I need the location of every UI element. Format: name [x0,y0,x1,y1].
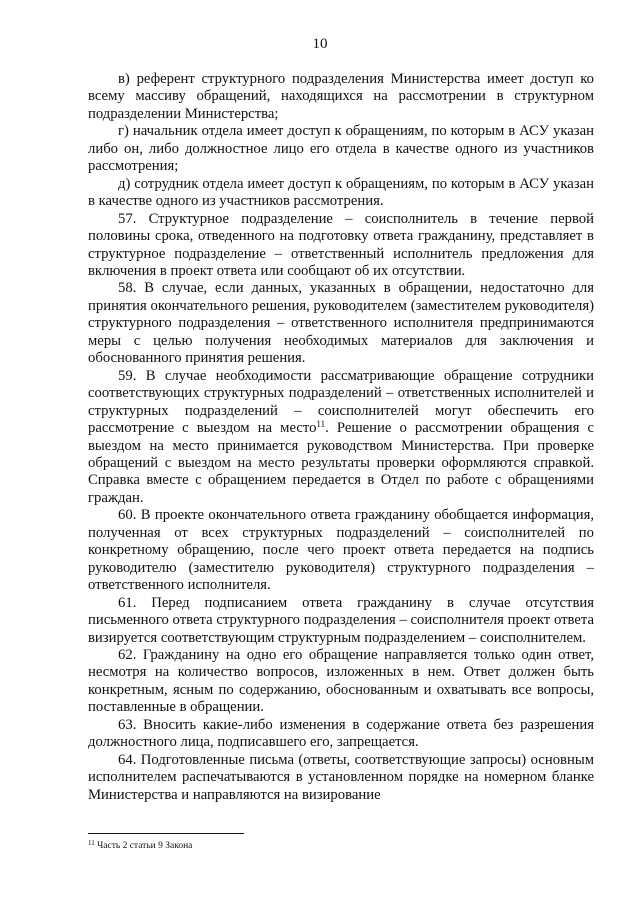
footnote-reference-11[interactable]: 11 [316,419,326,430]
footnote-mark: 11 [88,839,95,847]
paragraph-64: 64. Подготовленные письма (ответы, соответствующие запросы) основным исполнителем распечатываются в установленном порядке на номерном бланке Министерства и направляются на визирование [88,751,594,803]
paragraph-57: 57. Структурное подразделение – соисполнитель в течение первой половины срока, отведенного на подготовку ответа гражданину, представляет в структурное подразделение – ответственный исполнитель предложения для включения в проект ответа или сообщают об их отсутствии. [88,210,594,279]
body-text [88,71,594,804]
paragraph-d: д) сотрудник отдела имеет доступ к обращениям, по которым в АСУ указан в качестве одного из участников рассмотрения. [88,175,594,210]
paragraph-61: 61. Перед подписанием ответа гражданину в случае отсутствия письменного ответа структурного подразделения – соисполнителя проект ответа визируется соответствующим структурным подразделением – соисполнителем. [88,594,594,646]
paragraph-63: 63. Вносить какие-либо изменения в содержание ответа без разрешения должностного лица, подписавшего его, запрещается. [88,716,594,751]
paragraph-59 [88,368,594,508]
page-number: 10 [312,36,328,52]
paragraph-58: 58. В случае, если данных, указанных в обращении, недостаточно для принятия окончательного решения, руководителем (заместителем руководителя) структурного подразделения – ответственного исполнителя предпринимаются меры с целью получения необходимых материалов для заключения и обоснованного принятия решения. [88,280,594,367]
paragraph-59-text-continued: . Решение о рассмотрении обращения с выездом на место принимается руководством Министерства. При проверке обращений с выездом на место результаты проверки оформляются справкой. Справка вместе с обращением передается в Отдел по работе с обращениями граждан. [88,420,594,506]
footnote [88,840,594,852]
paragraph-g: г) начальник отдела имеет доступ к обращениям, по которым в АСУ указан либо он, либо должностное лицо его отдела в качестве одного из участников рассмотрения; [88,123,594,175]
paragraph-59-text: 59. В случае необходимости рассматривающие обращение сотрудники соответствующих структурных подразделений – ответственных исполнителей и структурных подразделений – соисполнителей могут обеспечить его рассмотрение с выездом на место [88,367,594,437]
paragraph-60: 60. В проекте окончательного ответа гражданину обобщается информация, полученная от всех структурных подразделений – соисполнителей по конкретному обращению, после чего проект ответа передается на подпись руководителю (заместителю руководителя) структурного подразделения – ответственного исполнителя. [88,507,594,594]
footnote-text: Часть 2 статьи 9 Закона [94,841,193,851]
paragraph-62: 62. Гражданину на одно его обращение направляется только один ответ, несмотря на количество вопросов, изложенных в нем. Ответ должен быть конкретным, ясным по содержанию, обоснованным и охватывать все вопросы, поставленные в обращении. [88,646,594,716]
footnote-divider [88,833,244,834]
paragraph-v: в) референт структурного подразделения Министерства имеет доступ ко всему массиву обращений, находящихся на рассмотрении в структурном подразделении Министерства; [88,71,594,122]
